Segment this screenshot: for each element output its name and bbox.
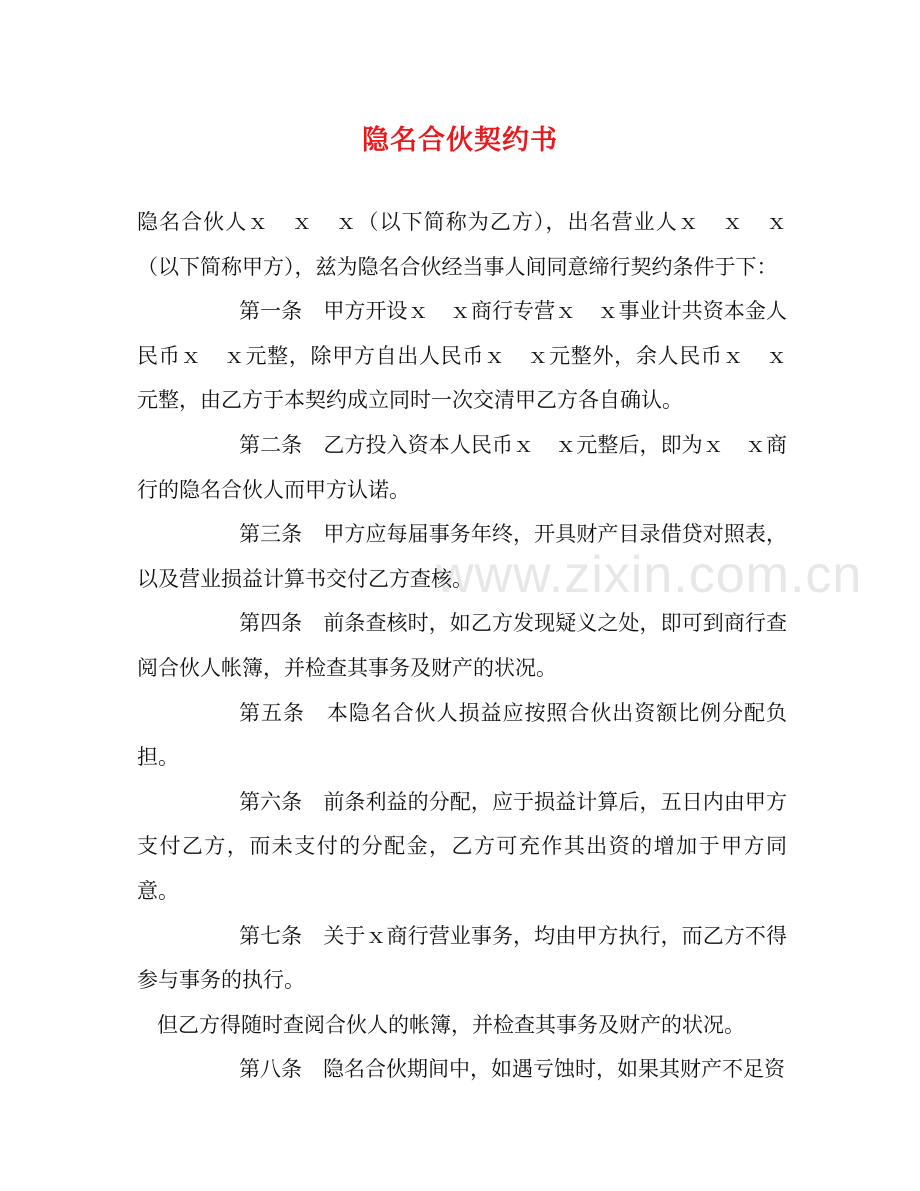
paragraph-article-5: 第五条 本隐名合伙人损益应按照合伙出资额比例分配负担。 [137,700,787,770]
paragraph-article-2: 第二条 乙方投入资本人民币ｘ ｘ元整后，即为ｘ ｘ商行的隐名合伙人而甲方认诺。 [137,432,787,502]
paragraph-article-4: 第四条 前条查核时，如乙方发现疑义之处，即可到商行查阅合伙人帐簿，并检查其事务及财产的状况。 [137,611,787,680]
paragraph-article-8: 第八条 隐名合伙期间中，如遇亏蚀时，如果其财产不足资 [239,1057,785,1082]
watermark-text: www.zixin.com.cn [436,546,863,604]
paragraph-article-3: 第三条 甲方应每届事务年终，开具财产目录借贷对照表，以及营业损益计算书交付乙方查核。 [137,522,787,591]
paragraph-article-1: 第一条 甲方开设ｘ ｘ商行专营ｘ ｘ事业计共资本金人民币ｘ ｘ元整，除甲方自出人民币ｘ ｘ元整外，余人民币ｘ ｘ元整，由乙方于本契约成立同时一次交清甲乙方各自确认。 [137,299,787,413]
paragraph-article-6: 第六条 前条利益的分配，应于损益计算后，五日内由甲方支付乙方，而未支付的分配金，乙方可充作其出资的增加于甲方同意。 [137,789,787,903]
document-title: 隐名合伙契约书 [362,125,558,156]
paragraph-article-7: 第七条 关于ｘ商行营业事务，均由甲方执行，而乙方不得参与事务的执行。 [137,923,787,993]
paragraph-article-7-note: 但乙方得随时查阅合伙人的帐簿，并检查其事务及财产的状况。 [157,1012,745,1037]
document-body [137,200,787,1092]
paragraph-intro: 隐名合伙人ｘ ｘ ｘ（以下简称为乙方），出名营业人ｘ ｘ ｘ（以下简称甲方），兹为隐名合伙经当事人间同意缔行契约条件于下： [137,210,787,279]
